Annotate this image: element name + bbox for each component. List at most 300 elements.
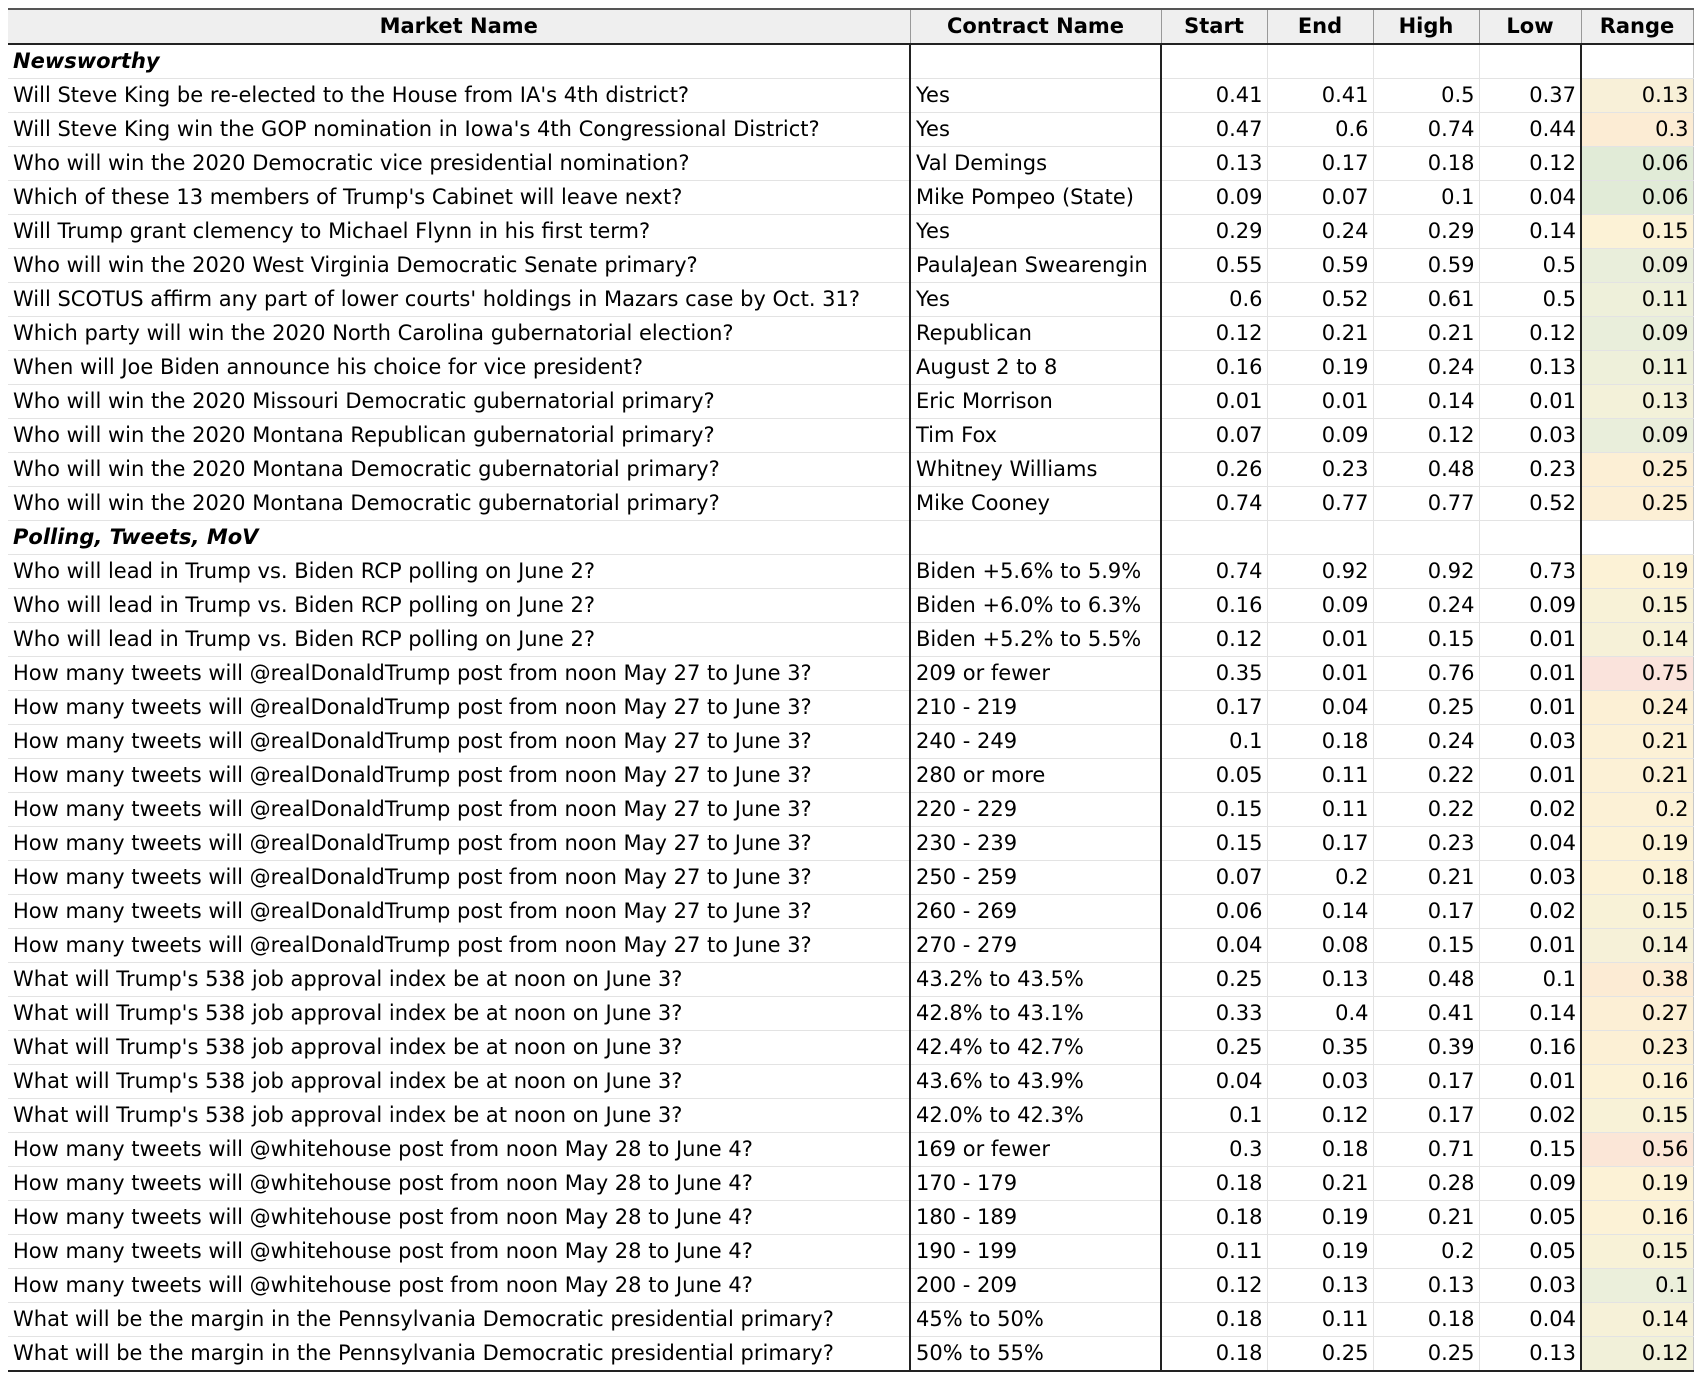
start-cell[interactable]: 0.33 bbox=[1161, 997, 1267, 1031]
end-cell[interactable]: 0.41 bbox=[1267, 79, 1373, 113]
range-cell[interactable]: 0.21 bbox=[1581, 759, 1693, 793]
high-cell[interactable]: 0.74 bbox=[1373, 113, 1479, 147]
table-row bbox=[8, 215, 1693, 249]
start-cell[interactable]: 0.18 bbox=[1161, 1201, 1267, 1235]
high-cell[interactable]: 0.18 bbox=[1373, 147, 1479, 181]
low-cell[interactable]: 0.03 bbox=[1479, 1269, 1581, 1303]
market-name-cell[interactable]: Who will win the 2020 Montana Republican gubernatorial primary? bbox=[8, 419, 910, 453]
market-name-cell[interactable]: Who will win the 2020 Montana Democratic gubernatorial primary? bbox=[8, 487, 910, 521]
blank-cell[interactable] bbox=[1581, 44, 1693, 79]
start-cell[interactable]: 0.1 bbox=[1161, 1099, 1267, 1133]
range-cell[interactable]: 0.15 bbox=[1581, 895, 1693, 929]
low-cell[interactable]: 0.13 bbox=[1479, 351, 1581, 385]
end-cell[interactable]: 0.13 bbox=[1267, 963, 1373, 997]
end-cell[interactable]: 0.6 bbox=[1267, 113, 1373, 147]
range-cell[interactable]: 0.13 bbox=[1581, 385, 1693, 419]
end-cell[interactable]: 0.21 bbox=[1267, 317, 1373, 351]
high-cell[interactable]: 0.15 bbox=[1373, 929, 1479, 963]
start-cell[interactable]: 0.3 bbox=[1161, 1133, 1267, 1167]
start-cell[interactable]: 0.25 bbox=[1161, 963, 1267, 997]
table-row bbox=[8, 1167, 1693, 1201]
range-cell[interactable]: 0.14 bbox=[1581, 623, 1693, 657]
start-cell[interactable]: 0.18 bbox=[1161, 1303, 1267, 1337]
blank-cell[interactable] bbox=[910, 44, 1161, 79]
start-cell[interactable]: 0.47 bbox=[1161, 113, 1267, 147]
market-name-cell[interactable]: What will Trump's 538 job approval index be at noon on June 3? bbox=[8, 1099, 910, 1133]
high-cell[interactable]: 0.48 bbox=[1373, 453, 1479, 487]
range-cell[interactable]: 0.16 bbox=[1581, 1065, 1693, 1099]
contract-name-cell[interactable]: 42.8% to 43.1% bbox=[910, 997, 1161, 1031]
market-name-cell[interactable]: How many tweets will @whitehouse post from noon May 28 to June 4? bbox=[8, 1167, 910, 1201]
range-cell[interactable]: 0.19 bbox=[1581, 555, 1693, 589]
low-cell[interactable]: 0.01 bbox=[1479, 759, 1581, 793]
contract-name-cell[interactable]: 200 - 209 bbox=[910, 1269, 1161, 1303]
column-header-low[interactable]: Low bbox=[1479, 9, 1581, 44]
low-cell[interactable]: 0.14 bbox=[1479, 997, 1581, 1031]
high-cell[interactable]: 0.39 bbox=[1373, 1031, 1479, 1065]
market-name-cell[interactable]: How many tweets will @realDonaldTrump post from noon May 27 to June 3? bbox=[8, 929, 910, 963]
end-cell[interactable]: 0.19 bbox=[1267, 1201, 1373, 1235]
high-cell[interactable]: 0.24 bbox=[1373, 589, 1479, 623]
high-cell[interactable]: 0.21 bbox=[1373, 317, 1479, 351]
contract-name-cell[interactable]: Biden +5.6% to 5.9% bbox=[910, 555, 1161, 589]
low-cell[interactable]: 0.03 bbox=[1479, 861, 1581, 895]
start-cell[interactable]: 0.15 bbox=[1161, 827, 1267, 861]
range-cell[interactable]: 0.25 bbox=[1581, 453, 1693, 487]
column-header-start[interactable]: Start bbox=[1161, 9, 1267, 44]
market-name-cell[interactable]: How many tweets will @realDonaldTrump post from noon May 27 to June 3? bbox=[8, 861, 910, 895]
range-cell[interactable]: 0.11 bbox=[1581, 283, 1693, 317]
low-cell[interactable]: 0.04 bbox=[1479, 827, 1581, 861]
start-cell[interactable]: 0.05 bbox=[1161, 759, 1267, 793]
start-cell[interactable]: 0.17 bbox=[1161, 691, 1267, 725]
end-cell[interactable]: 0.92 bbox=[1267, 555, 1373, 589]
end-cell[interactable]: 0.18 bbox=[1267, 1133, 1373, 1167]
high-cell[interactable]: 0.25 bbox=[1373, 691, 1479, 725]
contract-name-cell[interactable]: 42.0% to 42.3% bbox=[910, 1099, 1161, 1133]
start-cell[interactable]: 0.01 bbox=[1161, 385, 1267, 419]
end-cell[interactable]: 0.18 bbox=[1267, 725, 1373, 759]
end-cell[interactable]: 0.17 bbox=[1267, 147, 1373, 181]
table-row bbox=[8, 1065, 1693, 1099]
contract-name-cell[interactable]: 50% to 55% bbox=[910, 1337, 1161, 1372]
low-cell[interactable]: 0.01 bbox=[1479, 929, 1581, 963]
low-cell[interactable]: 0.03 bbox=[1479, 419, 1581, 453]
contract-name-cell[interactable]: 230 - 239 bbox=[910, 827, 1161, 861]
range-cell[interactable]: 0.19 bbox=[1581, 1167, 1693, 1201]
column-header-market-name[interactable]: Market Name bbox=[8, 9, 910, 44]
high-cell[interactable]: 0.5 bbox=[1373, 79, 1479, 113]
range-cell[interactable]: 0.15 bbox=[1581, 589, 1693, 623]
start-cell[interactable]: 0.16 bbox=[1161, 589, 1267, 623]
end-cell[interactable]: 0.07 bbox=[1267, 181, 1373, 215]
range-cell[interactable]: 0.16 bbox=[1581, 1201, 1693, 1235]
contract-name-cell[interactable]: 209 or fewer bbox=[910, 657, 1161, 691]
high-cell[interactable]: 0.41 bbox=[1373, 997, 1479, 1031]
low-cell[interactable]: 0.01 bbox=[1479, 691, 1581, 725]
contract-name-cell[interactable]: Yes bbox=[910, 113, 1161, 147]
low-cell[interactable]: 0.37 bbox=[1479, 79, 1581, 113]
range-cell[interactable]: 0.09 bbox=[1581, 317, 1693, 351]
market-name-cell[interactable]: Who will lead in Trump vs. Biden RCP polling on June 2? bbox=[8, 623, 910, 657]
low-cell[interactable]: 0.12 bbox=[1479, 147, 1581, 181]
end-cell[interactable]: 0.35 bbox=[1267, 1031, 1373, 1065]
start-cell[interactable]: 0.29 bbox=[1161, 215, 1267, 249]
contract-name-cell[interactable]: Val Demings bbox=[910, 147, 1161, 181]
low-cell[interactable]: 0.16 bbox=[1479, 1031, 1581, 1065]
range-cell[interactable]: 0.3 bbox=[1581, 113, 1693, 147]
start-cell[interactable]: 0.12 bbox=[1161, 623, 1267, 657]
high-cell[interactable]: 0.59 bbox=[1373, 249, 1479, 283]
market-name-cell[interactable]: How many tweets will @realDonaldTrump post from noon May 27 to June 3? bbox=[8, 725, 910, 759]
end-cell[interactable]: 0.13 bbox=[1267, 1269, 1373, 1303]
section-title[interactable]: Polling, Tweets, MoV bbox=[8, 521, 910, 555]
end-cell[interactable]: 0.14 bbox=[1267, 895, 1373, 929]
range-cell[interactable]: 0.09 bbox=[1581, 249, 1693, 283]
low-cell[interactable]: 0.14 bbox=[1479, 215, 1581, 249]
table-row bbox=[8, 1303, 1693, 1337]
start-cell[interactable]: 0.1 bbox=[1161, 725, 1267, 759]
range-cell[interactable]: 0.1 bbox=[1581, 1269, 1693, 1303]
market-name-cell[interactable]: How many tweets will @realDonaldTrump post from noon May 27 to June 3? bbox=[8, 895, 910, 929]
contract-name-cell[interactable]: Yes bbox=[910, 79, 1161, 113]
market-name-cell[interactable]: How many tweets will @whitehouse post from noon May 28 to June 4? bbox=[8, 1269, 910, 1303]
end-cell[interactable]: 0.04 bbox=[1267, 691, 1373, 725]
low-cell[interactable]: 0.05 bbox=[1479, 1201, 1581, 1235]
start-cell[interactable]: 0.74 bbox=[1161, 487, 1267, 521]
range-cell[interactable]: 0.19 bbox=[1581, 827, 1693, 861]
high-cell[interactable]: 0.1 bbox=[1373, 181, 1479, 215]
high-cell[interactable]: 0.15 bbox=[1373, 623, 1479, 657]
end-cell[interactable]: 0.4 bbox=[1267, 997, 1373, 1031]
high-cell[interactable]: 0.17 bbox=[1373, 1065, 1479, 1099]
contract-name-cell[interactable]: Biden +5.2% to 5.5% bbox=[910, 623, 1161, 657]
low-cell[interactable]: 0.44 bbox=[1479, 113, 1581, 147]
range-cell[interactable]: 0.75 bbox=[1581, 657, 1693, 691]
low-cell[interactable]: 0.04 bbox=[1479, 1303, 1581, 1337]
blank-cell[interactable] bbox=[1373, 44, 1479, 79]
market-name-cell[interactable]: Will Steve King be re-elected to the House from IA's 4th district? bbox=[8, 79, 910, 113]
market-name-cell[interactable]: Will Steve King win the GOP nomination in Iowa's 4th Congressional District? bbox=[8, 113, 910, 147]
end-cell[interactable]: 0.09 bbox=[1267, 589, 1373, 623]
start-cell[interactable]: 0.16 bbox=[1161, 351, 1267, 385]
contract-name-cell[interactable]: 43.2% to 43.5% bbox=[910, 963, 1161, 997]
table-body bbox=[8, 44, 1693, 1371]
contract-name-cell[interactable]: 170 - 179 bbox=[910, 1167, 1161, 1201]
end-cell[interactable]: 0.2 bbox=[1267, 861, 1373, 895]
low-cell[interactable]: 0.01 bbox=[1479, 1065, 1581, 1099]
contract-name-cell[interactable]: Yes bbox=[910, 283, 1161, 317]
low-cell[interactable]: 0.15 bbox=[1479, 1133, 1581, 1167]
contract-name-cell[interactable]: Yes bbox=[910, 215, 1161, 249]
end-cell[interactable]: 0.11 bbox=[1267, 759, 1373, 793]
start-cell[interactable]: 0.11 bbox=[1161, 1235, 1267, 1269]
spreadsheet-table bbox=[8, 8, 1694, 1372]
range-cell[interactable]: 0.18 bbox=[1581, 861, 1693, 895]
range-cell[interactable]: 0.14 bbox=[1581, 929, 1693, 963]
end-cell[interactable]: 0.11 bbox=[1267, 1303, 1373, 1337]
high-cell[interactable]: 0.22 bbox=[1373, 759, 1479, 793]
market-name-cell[interactable]: What will Trump's 538 job approval index be at noon on June 3? bbox=[8, 997, 910, 1031]
market-name-cell[interactable]: Will SCOTUS affirm any part of lower courts' holdings in Mazars case by Oct. 31? bbox=[8, 283, 910, 317]
start-cell[interactable]: 0.6 bbox=[1161, 283, 1267, 317]
end-cell[interactable]: 0.25 bbox=[1267, 1337, 1373, 1372]
contract-name-cell[interactable]: August 2 to 8 bbox=[910, 351, 1161, 385]
low-cell[interactable]: 0.02 bbox=[1479, 895, 1581, 929]
range-cell[interactable]: 0.11 bbox=[1581, 351, 1693, 385]
market-name-cell[interactable]: What will Trump's 538 job approval index be at noon on June 3? bbox=[8, 1031, 910, 1065]
end-cell[interactable]: 0.11 bbox=[1267, 793, 1373, 827]
high-cell[interactable]: 0.23 bbox=[1373, 827, 1479, 861]
start-cell[interactable]: 0.04 bbox=[1161, 929, 1267, 963]
high-cell[interactable]: 0.76 bbox=[1373, 657, 1479, 691]
range-cell[interactable]: 0.21 bbox=[1581, 725, 1693, 759]
contract-name-cell[interactable]: Tim Fox bbox=[910, 419, 1161, 453]
start-cell[interactable]: 0.07 bbox=[1161, 861, 1267, 895]
contract-name-cell[interactable]: 169 or fewer bbox=[910, 1133, 1161, 1167]
market-name-cell[interactable]: Who will lead in Trump vs. Biden RCP polling on June 2? bbox=[8, 555, 910, 589]
high-cell[interactable]: 0.12 bbox=[1373, 419, 1479, 453]
end-cell[interactable]: 0.24 bbox=[1267, 215, 1373, 249]
start-cell[interactable]: 0.09 bbox=[1161, 181, 1267, 215]
contract-name-cell[interactable]: 180 - 189 bbox=[910, 1201, 1161, 1235]
start-cell[interactable]: 0.12 bbox=[1161, 317, 1267, 351]
contract-name-cell[interactable]: 250 - 259 bbox=[910, 861, 1161, 895]
end-cell[interactable]: 0.21 bbox=[1267, 1167, 1373, 1201]
table-row bbox=[8, 895, 1693, 929]
column-header-range[interactable]: Range bbox=[1581, 9, 1693, 44]
high-cell[interactable]: 0.13 bbox=[1373, 1269, 1479, 1303]
table-row bbox=[8, 147, 1693, 181]
market-name-cell[interactable]: Which party will win the 2020 North Carolina gubernatorial election? bbox=[8, 317, 910, 351]
low-cell[interactable]: 0.5 bbox=[1479, 283, 1581, 317]
start-cell[interactable]: 0.26 bbox=[1161, 453, 1267, 487]
range-cell[interactable]: 0.24 bbox=[1581, 691, 1693, 725]
low-cell[interactable]: 0.09 bbox=[1479, 1167, 1581, 1201]
table-row bbox=[8, 1235, 1693, 1269]
high-cell[interactable]: 0.92 bbox=[1373, 555, 1479, 589]
low-cell[interactable]: 0.5 bbox=[1479, 249, 1581, 283]
table-row bbox=[8, 929, 1693, 963]
high-cell[interactable]: 0.14 bbox=[1373, 385, 1479, 419]
blank-cell[interactable] bbox=[1373, 521, 1479, 555]
market-name-cell[interactable]: How many tweets will @realDonaldTrump post from noon May 27 to June 3? bbox=[8, 691, 910, 725]
table-row bbox=[8, 555, 1693, 589]
contract-name-cell[interactable]: 220 - 229 bbox=[910, 793, 1161, 827]
end-cell[interactable]: 0.77 bbox=[1267, 487, 1373, 521]
range-cell[interactable]: 0.06 bbox=[1581, 181, 1693, 215]
range-cell[interactable]: 0.13 bbox=[1581, 79, 1693, 113]
low-cell[interactable]: 0.01 bbox=[1479, 623, 1581, 657]
low-cell[interactable]: 0.12 bbox=[1479, 317, 1581, 351]
high-cell[interactable]: 0.22 bbox=[1373, 793, 1479, 827]
end-cell[interactable]: 0.09 bbox=[1267, 419, 1373, 453]
contract-name-cell[interactable]: PaulaJean Swearengin bbox=[910, 249, 1161, 283]
contract-name-cell[interactable]: 210 - 219 bbox=[910, 691, 1161, 725]
column-header-high[interactable]: High bbox=[1373, 9, 1479, 44]
low-cell[interactable]: 0.01 bbox=[1479, 657, 1581, 691]
start-cell[interactable]: 0.04 bbox=[1161, 1065, 1267, 1099]
contract-name-cell[interactable]: 260 - 269 bbox=[910, 895, 1161, 929]
high-cell[interactable]: 0.21 bbox=[1373, 1201, 1479, 1235]
table-row bbox=[8, 963, 1693, 997]
contract-name-cell[interactable]: 42.4% to 42.7% bbox=[910, 1031, 1161, 1065]
high-cell[interactable]: 0.21 bbox=[1373, 861, 1479, 895]
contract-name-cell[interactable]: 240 - 249 bbox=[910, 725, 1161, 759]
market-name-cell[interactable]: How many tweets will @realDonaldTrump post from noon May 27 to June 3? bbox=[8, 657, 910, 691]
start-cell[interactable]: 0.18 bbox=[1161, 1167, 1267, 1201]
high-cell[interactable]: 0.28 bbox=[1373, 1167, 1479, 1201]
range-cell[interactable]: 0.2 bbox=[1581, 793, 1693, 827]
end-cell[interactable]: 0.59 bbox=[1267, 249, 1373, 283]
contract-name-cell[interactable]: 43.6% to 43.9% bbox=[910, 1065, 1161, 1099]
low-cell[interactable]: 0.02 bbox=[1479, 1099, 1581, 1133]
blank-cell[interactable] bbox=[1479, 521, 1581, 555]
start-cell[interactable]: 0.06 bbox=[1161, 895, 1267, 929]
market-name-cell[interactable]: What will be the margin in the Pennsylvania Democratic presidential primary? bbox=[8, 1337, 910, 1372]
start-cell[interactable]: 0.13 bbox=[1161, 147, 1267, 181]
range-cell[interactable]: 0.15 bbox=[1581, 1235, 1693, 1269]
high-cell[interactable]: 0.25 bbox=[1373, 1337, 1479, 1372]
contract-name-cell[interactable]: Mike Cooney bbox=[910, 487, 1161, 521]
market-name-cell[interactable]: How many tweets will @whitehouse post from noon May 28 to June 4? bbox=[8, 1235, 910, 1269]
column-header-end[interactable]: End bbox=[1267, 9, 1373, 44]
start-cell[interactable]: 0.12 bbox=[1161, 1269, 1267, 1303]
market-name-cell[interactable]: Who will lead in Trump vs. Biden RCP polling on June 2? bbox=[8, 589, 910, 623]
range-cell[interactable]: 0.09 bbox=[1581, 419, 1693, 453]
table-row bbox=[8, 385, 1693, 419]
contract-name-cell[interactable]: 190 - 199 bbox=[910, 1235, 1161, 1269]
range-cell[interactable]: 0.38 bbox=[1581, 963, 1693, 997]
blank-cell[interactable] bbox=[1267, 521, 1373, 555]
end-cell[interactable]: 0.08 bbox=[1267, 929, 1373, 963]
end-cell[interactable]: 0.23 bbox=[1267, 453, 1373, 487]
table-row bbox=[8, 351, 1693, 385]
market-name-cell[interactable]: What will Trump's 538 job approval index be at noon on June 3? bbox=[8, 963, 910, 997]
blank-cell[interactable] bbox=[1161, 521, 1267, 555]
column-header-contract-name[interactable]: Contract Name bbox=[910, 9, 1161, 44]
high-cell[interactable]: 0.24 bbox=[1373, 725, 1479, 759]
table-row bbox=[8, 759, 1693, 793]
high-cell[interactable]: 0.24 bbox=[1373, 351, 1479, 385]
market-name-cell[interactable]: How many tweets will @realDonaldTrump post from noon May 27 to June 3? bbox=[8, 759, 910, 793]
low-cell[interactable]: 0.52 bbox=[1479, 487, 1581, 521]
low-cell[interactable]: 0.1 bbox=[1479, 963, 1581, 997]
market-name-cell[interactable]: How many tweets will @realDonaldTrump post from noon May 27 to June 3? bbox=[8, 793, 910, 827]
start-cell[interactable]: 0.15 bbox=[1161, 793, 1267, 827]
blank-cell[interactable] bbox=[1267, 44, 1373, 79]
end-cell[interactable]: 0.01 bbox=[1267, 623, 1373, 657]
high-cell[interactable]: 0.17 bbox=[1373, 1099, 1479, 1133]
end-cell[interactable]: 0.01 bbox=[1267, 385, 1373, 419]
range-cell[interactable]: 0.06 bbox=[1581, 147, 1693, 181]
table-row bbox=[8, 283, 1693, 317]
high-cell[interactable]: 0.29 bbox=[1373, 215, 1479, 249]
end-cell[interactable]: 0.12 bbox=[1267, 1099, 1373, 1133]
market-name-cell[interactable]: Who will win the 2020 West Virginia Democratic Senate primary? bbox=[8, 249, 910, 283]
start-cell[interactable]: 0.25 bbox=[1161, 1031, 1267, 1065]
low-cell[interactable]: 0.05 bbox=[1479, 1235, 1581, 1269]
blank-cell[interactable] bbox=[910, 521, 1161, 555]
high-cell[interactable]: 0.48 bbox=[1373, 963, 1479, 997]
range-cell[interactable]: 0.12 bbox=[1581, 1337, 1693, 1372]
range-cell[interactable]: 0.14 bbox=[1581, 1303, 1693, 1337]
contract-name-cell[interactable]: 45% to 50% bbox=[910, 1303, 1161, 1337]
end-cell[interactable]: 0.52 bbox=[1267, 283, 1373, 317]
market-name-cell[interactable]: Who will win the 2020 Missouri Democratic gubernatorial primary? bbox=[8, 385, 910, 419]
end-cell[interactable]: 0.03 bbox=[1267, 1065, 1373, 1099]
contract-name-cell[interactable]: Mike Pompeo (State) bbox=[910, 181, 1161, 215]
start-cell[interactable]: 0.07 bbox=[1161, 419, 1267, 453]
start-cell[interactable]: 0.41 bbox=[1161, 79, 1267, 113]
table-row bbox=[8, 487, 1693, 521]
end-cell[interactable]: 0.17 bbox=[1267, 827, 1373, 861]
contract-name-cell[interactable]: 270 - 279 bbox=[910, 929, 1161, 963]
range-cell[interactable]: 0.25 bbox=[1581, 487, 1693, 521]
table-row bbox=[8, 1269, 1693, 1303]
blank-cell[interactable] bbox=[1161, 44, 1267, 79]
end-cell[interactable]: 0.01 bbox=[1267, 657, 1373, 691]
low-cell[interactable]: 0.23 bbox=[1479, 453, 1581, 487]
blank-cell[interactable] bbox=[1479, 44, 1581, 79]
market-name-cell[interactable]: How many tweets will @whitehouse post from noon May 28 to June 4? bbox=[8, 1201, 910, 1235]
contract-name-cell[interactable]: Eric Morrison bbox=[910, 385, 1161, 419]
high-cell[interactable]: 0.77 bbox=[1373, 487, 1479, 521]
contract-name-cell[interactable]: Republican bbox=[910, 317, 1161, 351]
range-cell[interactable]: 0.15 bbox=[1581, 215, 1693, 249]
high-cell[interactable]: 0.18 bbox=[1373, 1303, 1479, 1337]
high-cell[interactable]: 0.61 bbox=[1373, 283, 1479, 317]
range-cell[interactable]: 0.27 bbox=[1581, 997, 1693, 1031]
table-row bbox=[8, 453, 1693, 487]
start-cell[interactable]: 0.18 bbox=[1161, 1337, 1267, 1372]
start-cell[interactable]: 0.55 bbox=[1161, 249, 1267, 283]
low-cell[interactable]: 0.01 bbox=[1479, 385, 1581, 419]
low-cell[interactable]: 0.04 bbox=[1479, 181, 1581, 215]
low-cell[interactable]: 0.13 bbox=[1479, 1337, 1581, 1372]
range-cell[interactable]: 0.15 bbox=[1581, 1099, 1693, 1133]
market-name-cell[interactable]: When will Joe Biden announce his choice for vice president? bbox=[8, 351, 910, 385]
end-cell[interactable]: 0.19 bbox=[1267, 1235, 1373, 1269]
contract-name-cell[interactable]: Biden +6.0% to 6.3% bbox=[910, 589, 1161, 623]
market-name-cell[interactable]: Who will win the 2020 Democratic vice presidential nomination? bbox=[8, 147, 910, 181]
section-title[interactable]: Newsworthy bbox=[8, 44, 910, 79]
low-cell[interactable]: 0.02 bbox=[1479, 793, 1581, 827]
start-cell[interactable]: 0.35 bbox=[1161, 657, 1267, 691]
market-name-cell[interactable]: Will Trump grant clemency to Michael Flynn in his first term? bbox=[8, 215, 910, 249]
contract-name-cell[interactable]: Whitney Williams bbox=[910, 453, 1161, 487]
end-cell[interactable]: 0.19 bbox=[1267, 351, 1373, 385]
market-name-cell[interactable]: What will Trump's 538 job approval index be at noon on June 3? bbox=[8, 1065, 910, 1099]
blank-cell[interactable] bbox=[1581, 521, 1693, 555]
range-cell[interactable]: 0.23 bbox=[1581, 1031, 1693, 1065]
start-cell[interactable]: 0.74 bbox=[1161, 555, 1267, 589]
low-cell[interactable]: 0.73 bbox=[1479, 555, 1581, 589]
contract-name-cell[interactable]: 280 or more bbox=[910, 759, 1161, 793]
high-cell[interactable]: 0.17 bbox=[1373, 895, 1479, 929]
market-name-cell[interactable]: How many tweets will @whitehouse post from noon May 28 to June 4? bbox=[8, 1133, 910, 1167]
low-cell[interactable]: 0.09 bbox=[1479, 589, 1581, 623]
market-name-cell[interactable]: Which of these 13 members of Trump's Cabinet will leave next? bbox=[8, 181, 910, 215]
range-cell[interactable]: 0.56 bbox=[1581, 1133, 1693, 1167]
market-name-cell[interactable]: Who will win the 2020 Montana Democratic gubernatorial primary? bbox=[8, 453, 910, 487]
table-row bbox=[8, 691, 1693, 725]
high-cell[interactable]: 0.71 bbox=[1373, 1133, 1479, 1167]
market-name-cell[interactable]: What will be the margin in the Pennsylvania Democratic presidential primary? bbox=[8, 1303, 910, 1337]
low-cell[interactable]: 0.03 bbox=[1479, 725, 1581, 759]
high-cell[interactable]: 0.2 bbox=[1373, 1235, 1479, 1269]
market-name-cell[interactable]: How many tweets will @realDonaldTrump post from noon May 27 to June 3? bbox=[8, 827, 910, 861]
